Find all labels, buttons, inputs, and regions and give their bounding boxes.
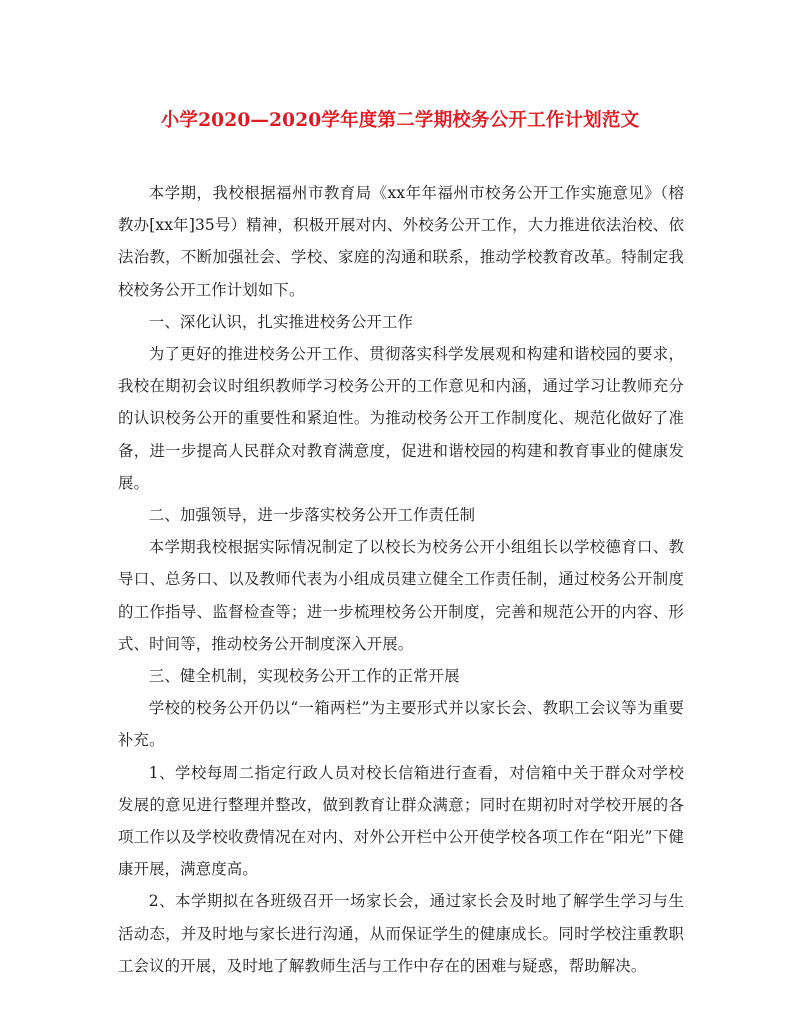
list-item-2: 2、本学期拟在各班级召开一场家长会，通过家长会及时地了解学生学习与生活动态，并及时地与家长进行沟通，从而保证学生的健康成长。同时学校注重教职工会议的开展，及时地了解教师生活与工作中存在的困难与疑惑，帮助解决。 <box>118 892 684 975</box>
paragraph-section-2: 本学期我校根据实际情况制定了以校长为校务公开小组组长以学校德育口、教导口、总务口、以及教师代表为小组成员建立健全工作责任制，通过校务公开制度的工作指导、监督检查等；进一步梳理校务公开制度，完善和规范公开的内容、形式、时间等，推动校务公开制度深入开展。 <box>118 538 684 653</box>
paragraph-section-3: 学校的校务公开仍以“一箱两栏”为主要形式并以家长会、教职工会议等为重要补充。 <box>118 699 684 750</box>
list-item-1: 1、学校每周二指定行政人员对校长信箱进行查看，对信箱中关于群众对学校发展的意见进行整理并整改，做到教育让群众满意；同时在期初时对学校开展的各项工作以及学校收费情况在对内、对外公开栏中公开使学校各项工作在“阳光”下健康开展，满意度高。 <box>118 763 684 879</box>
paragraph-intro: 本学期，我校根据福州市教育局《xx年年福州市校务公开工作实施意见》（榕教办[xx年]35号）精神，积极开展对内、外校务公开工作，大力推进依法治校、依法治教，不断加强社会、学校、家庭的沟通和联系，推动学校教育改革。特制定我校校务公开工作计划如下。 <box>118 184 684 299</box>
section-heading-1: 一、深化认识，扎实推进校务公开工作 <box>148 312 413 331</box>
paragraph-section-1: 为了更好的推进校务公开工作、贯彻落实科学发展观和构建和谐校园的要求，我校在期初会议时组织教师学习校务公开的工作意见和内涵，通过学习让教师充分的认识校务公开的重要性和紧迫性。为推动校务公开工作制度化、规范化做好了准备，进一步提高人民群众对教育满意度，促进和谐校园的构建和教育事业的健康发展。 <box>118 345 684 492</box>
section-heading-2: 二、加强领导，进一步落实校务公开工作责任制 <box>148 506 476 525</box>
section-heading-3: 三、健全机制，实现校务公开工作的正常开展 <box>148 667 460 686</box>
document-body <box>118 177 684 982</box>
document-title: 小学2020—2020学年度第二学期校务公开工作计划范文 <box>160 110 640 131</box>
